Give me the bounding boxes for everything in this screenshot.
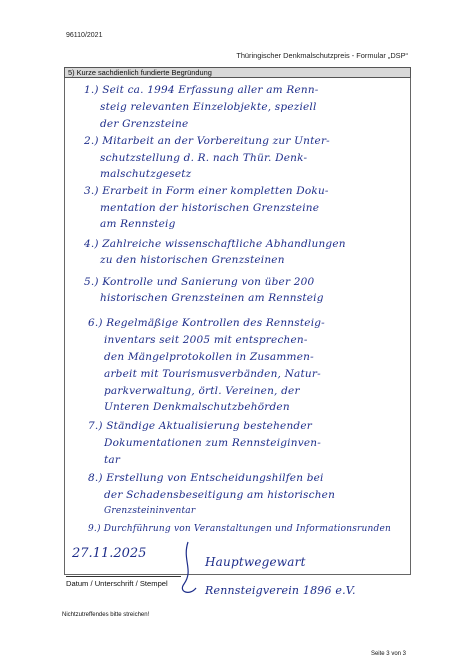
handwritten-line: parkverwaltung, örtl. Vereinen, der bbox=[104, 385, 300, 397]
handwritten-line: der Schadensbeseitigung am historischen bbox=[104, 489, 336, 501]
section-header bbox=[64, 67, 411, 78]
handwritten-line: inventars seit 2005 mit entsprechen- bbox=[104, 334, 308, 346]
handwritten-date: 27.11.2025 bbox=[72, 546, 147, 561]
handwritten-line: 8.) Erstellung von Entscheidungshilfen bei bbox=[88, 472, 324, 484]
footnote: Nichtzutreffendes bitte streichen! bbox=[62, 612, 150, 618]
handwritten-line: den Mängelprotokollen in Zusammen- bbox=[104, 351, 314, 363]
handwritten-line: 6.) Regelmäßige Kontrollen des Rennsteig- bbox=[88, 317, 325, 329]
handwritten-line: 3.) Erarbeit in Form einer kompletten Doku- bbox=[84, 185, 329, 197]
handwritten-line: 5.) Kontrolle und Sanierung von über 200 bbox=[84, 276, 315, 288]
handwritten-line: steig relevanten Einzelobjekte, speziell bbox=[100, 101, 317, 113]
section-title: 5) Kurze sachdienlich fundierte Begründung bbox=[68, 68, 212, 77]
handwritten-line: der Grenzsteine bbox=[100, 118, 189, 130]
handwritten-line: 1.) Seit ca. 1994 Erfassung aller am Renn- bbox=[84, 84, 319, 96]
form-title: Thüringischer Denkmalschutzpreis - Formular „DSP“ bbox=[236, 51, 408, 60]
signature-line bbox=[66, 576, 181, 577]
signature-name: Hauptwegewart bbox=[205, 555, 306, 569]
handwritten-line: am Rennsteig bbox=[100, 218, 176, 230]
handwritten-line: 7.) Ständige Aktualisierung bestehender bbox=[88, 420, 312, 432]
handwritten-line: schutzstellung d. R. nach Thür. Denk- bbox=[100, 152, 308, 164]
document-number: 96110/2021 bbox=[66, 32, 103, 39]
handwritten-line: zu den historischen Grenzsteinen bbox=[100, 254, 285, 266]
handwritten-line: 2.) Mitarbeit an der Vorbereitung zur Unter- bbox=[84, 135, 330, 147]
handwritten-line: tar bbox=[104, 454, 121, 466]
signature-organization: Rennsteigverein 1896 e.V. bbox=[205, 584, 356, 597]
page-number: Seite 3 von 3 bbox=[370, 651, 406, 657]
handwritten-line: historischen Grenzsteinen am Rennsteig bbox=[100, 292, 324, 304]
signature-label: Datum / Unterschrift / Stempel bbox=[66, 579, 168, 588]
handwritten-line: malschutzgesetz bbox=[100, 168, 192, 180]
signature-scribble bbox=[168, 540, 208, 600]
handwritten-line: Unteren Denkmalschutzbehörden bbox=[104, 401, 290, 413]
handwritten-line: Dokumentationen zum Rennsteiginven- bbox=[104, 437, 321, 449]
handwritten-line: 4.) Zahlreiche wissenschaftliche Abhandlungen bbox=[84, 238, 346, 250]
handwritten-line: mentation der historischen Grenzsteine bbox=[100, 202, 320, 214]
handwritten-line: arbeit mit Tourismusverbänden, Natur- bbox=[104, 368, 321, 380]
handwritten-line: 9.) Durchführung von Veranstaltungen und Informationsrunden bbox=[88, 524, 392, 534]
handwritten-line: Grenzsteininventar bbox=[104, 506, 196, 516]
